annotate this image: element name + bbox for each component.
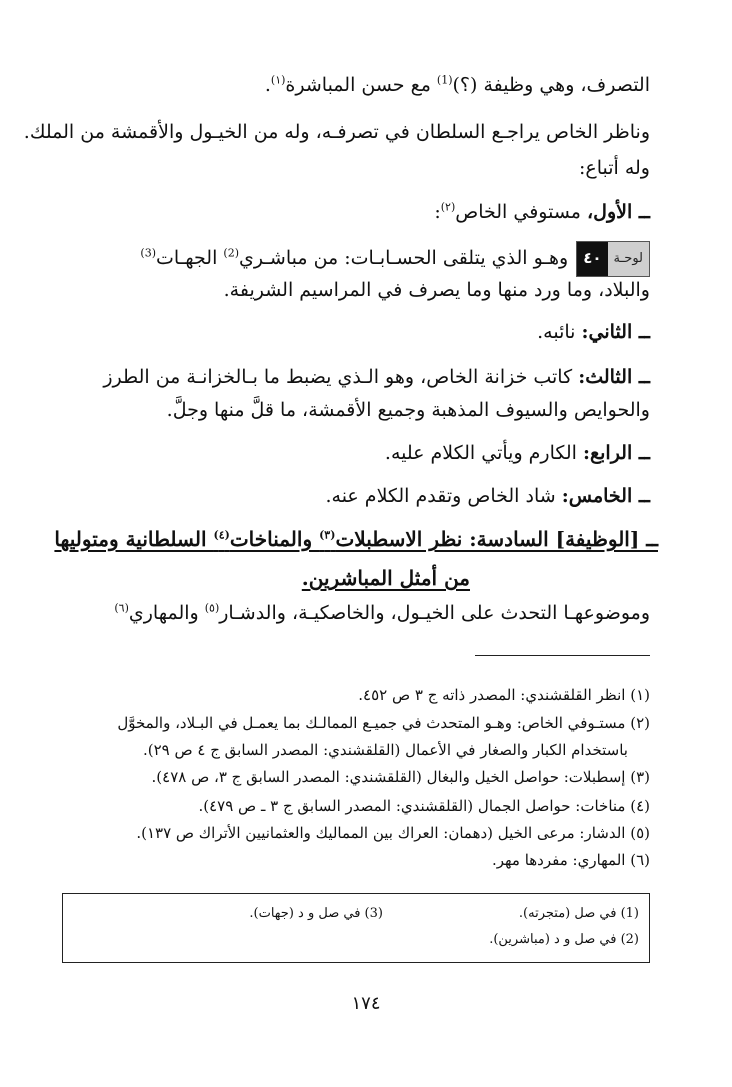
plate-number: ٤٠ xyxy=(577,242,607,276)
list-label: ــ الأول، xyxy=(587,201,650,223)
section-heading-line-2: من أمثل المباشرين. xyxy=(301,566,470,590)
footnote-6: (٦) المهاري: مفردها مهر. xyxy=(491,851,650,869)
text: الجهـات xyxy=(156,247,224,269)
text: وهـو الذي يتلقى الحسـابـات: من مباشـري xyxy=(238,247,569,269)
footnote-4: (٤) مناخات: حواصل الجمال (القلقشندي: المصدر السابق ج ٣ ـ ص ٤٧٩). xyxy=(198,797,650,815)
text: الكارم ويأتي الكلام عليه. xyxy=(384,442,583,464)
plate-marker xyxy=(576,241,650,277)
body-line-11 xyxy=(60,481,650,511)
text: كاتب خزانة الخاص، وهو الـذي يضبط ما بـالخزانـة من الطرز xyxy=(103,366,579,388)
body-line-1 xyxy=(60,70,650,100)
text: وموضوعهـا التحدث على الخيـول، والخاصكيـة، والدشـار xyxy=(219,602,650,624)
footnote-ref: (2) xyxy=(223,246,239,260)
footnote-ref: (٤) xyxy=(213,528,230,542)
body-line-5 xyxy=(60,241,650,277)
body-line-9: والحوايص والسيوف المذهبة وجميع الأقمشة، ما قلَّ منها وجلَّ. xyxy=(166,399,650,421)
footnote-divider xyxy=(475,655,650,656)
text: نائبه. xyxy=(537,321,582,343)
body-line-3: وله أتباع: xyxy=(578,157,650,179)
footnote-ref: (٣) xyxy=(319,528,336,542)
text: مستوفي الخاص xyxy=(455,201,588,223)
footnote-ref: (٥) xyxy=(204,601,220,615)
body-line-10 xyxy=(60,438,650,468)
body-line-8 xyxy=(60,362,650,392)
editor-notes-box xyxy=(62,893,650,963)
footnote-ref: (3) xyxy=(140,246,157,260)
text: والمناخات xyxy=(229,527,320,551)
list-label: ــ الخامس: xyxy=(561,485,650,507)
footnote-ref: (١) xyxy=(270,73,286,87)
body-line-4 xyxy=(60,197,650,227)
text: شاد الخاص وتقدم الكلام عنه. xyxy=(325,485,562,507)
editor-note-3: (3) في صل و د (جهات). xyxy=(249,906,383,921)
list-label: ــ الثالث: xyxy=(578,366,650,388)
section-heading xyxy=(54,524,658,554)
body-line-6: والبلاد، وما ورد منها وما يصرف في المراسيم الشريفة. xyxy=(223,279,650,301)
footnote-5: (٥) الدشار: مرعى الخيل (دهمان: العراك بين المماليك والعثمانيين الأتراك ص ١٣٧). xyxy=(136,824,650,842)
text: : xyxy=(434,201,441,223)
text: والمهاري xyxy=(128,602,205,624)
text: التصرف، وهي وظيفة (؟) xyxy=(452,74,650,96)
footnote-2-cont: باستخدام الكبار والصغار في الأعمال (القلقشندي: المصدر السابق ج ٤ ص ٢٩). xyxy=(142,741,628,759)
text: ــ [الوظيفة] السادسة: نظر الاسطبلات xyxy=(335,527,658,551)
footnote-ref: (٢) xyxy=(440,200,456,214)
footnote-ref: (٦) xyxy=(114,601,129,615)
text: السلطانية ومتوليها xyxy=(54,527,214,551)
footnote-3: (٣) إسطبلات: حواصل الخيل والبغال (القلقشندي: المصدر السابق ج ٣، ص ٤٧٨). xyxy=(151,768,650,786)
page-number: ١٧٤ xyxy=(351,993,381,1014)
editor-note-1: (1) في صل (متجرته). xyxy=(518,906,639,921)
list-label: ــ الثاني: xyxy=(581,321,650,343)
footnote-1: (١) انظر القلقشندي: المصدر ذاته ج ٣ ص ٤٥٢. xyxy=(358,686,650,704)
footnote-ref: (1) xyxy=(436,73,453,87)
body-line-7 xyxy=(60,317,650,347)
plate-label: لوحـة xyxy=(608,242,650,276)
text: مع حسن المباشرة xyxy=(285,74,437,96)
body-line-14 xyxy=(60,598,650,628)
body-line-2: وناظر الخاص يراجـع السلطان في تصرفـه، وله من الخيـول والأقمشة من الملك. xyxy=(23,121,650,143)
footnote-2: (٢) مستـوفي الخاص: وهـو المتحدث في جميـع الممالـك بما يعمـل في البـلاد، والمخوَّل xyxy=(117,714,650,732)
editor-note-2: (2) في صل و د (مباشرين). xyxy=(489,932,639,947)
list-label: ــ الرابع: xyxy=(583,442,650,464)
text: . xyxy=(264,74,271,96)
